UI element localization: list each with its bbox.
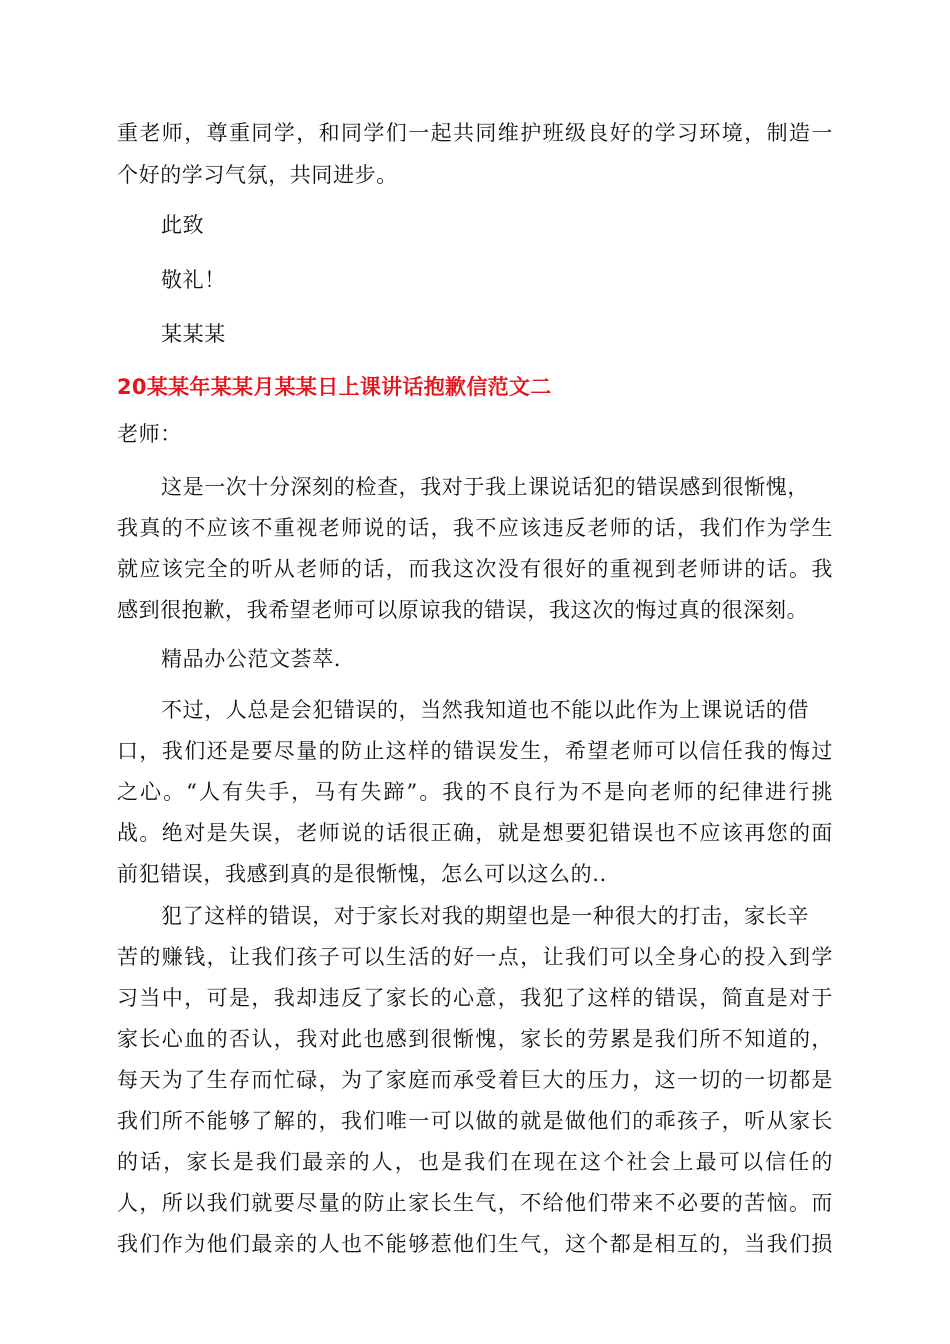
text-line: 习当中，可是，我却违反了家长的心意，我犯了这样的错误，简直是对于	[117, 986, 833, 1010]
text-line: 此致	[161, 213, 205, 237]
text-line: 重老师，尊重同学，和同学们一起共同维护班级良好的学习环境，制造一	[117, 121, 833, 145]
text-line: 我真的不应该不重视老师说的话，我不应该违反老师的话，我们作为学生	[117, 516, 833, 540]
text-line: 犯了这样的错误，对于家长对我的期望也是一种很大的打击，家长辛	[161, 904, 809, 928]
text-line: 某某某	[161, 322, 226, 346]
text-line: 战。绝对是失误，老师说的话很正确，就是想要犯错误也不应该再您的面	[117, 821, 833, 845]
text-line: 每天为了生存而忙碌，为了家庭而承受着巨大的压力，这一切的一切都是	[117, 1068, 833, 1092]
text-line: 就应该完全的听从老师的话，而我这次没有很好的重视到老师讲的话。我	[117, 557, 833, 581]
text-line: 这是一次十分深刻的检查，我对于我上课说话犯的错误感到很惭愧，	[161, 475, 809, 499]
text-line: 苦的赚钱，让我们孩子可以生活的好一点，让我们可以全身心的投入到学	[117, 945, 833, 969]
text-line: 之心。“人有失手，马有失蹄”。我的不良行为不是向老师的纪律进行挑	[117, 780, 833, 804]
text-line: 敬礼！	[161, 268, 226, 292]
text-line: 人，所以我们就要尽量的防止家长生气，不给他们带来不必要的苦恼。而	[117, 1191, 833, 1215]
text-line: 口，我们还是要尽量的防止这样的错误发生，希望老师可以信任我的悔过	[117, 739, 833, 763]
section-heading: 20某某年某某月某某日上课讲话抱歉信范文二	[117, 375, 552, 399]
text-line: 感到很抱歉，我希望老师可以原谅我的错误，我这次的悔过真的很深刻。	[117, 598, 809, 622]
text-line: 我们所不能够了解的，我们唯一可以做的就是做他们的乖孩子，听从家长	[117, 1109, 833, 1133]
text-line: 老师：	[117, 422, 182, 446]
text-line: 不过，人总是会犯错误的，当然我知道也不能以此作为上课说话的借	[161, 698, 809, 722]
text-line: 精品办公范文荟萃.	[161, 647, 342, 671]
text-line: 前犯错误，我感到真的是很惭愧，怎么可以这么的..	[117, 862, 607, 886]
text-line: 个好的学习气氛，共同进步。	[117, 163, 398, 187]
text-line: 我们作为他们最亲的人也不能够惹他们生气，这个都是相互的，当我们损	[117, 1232, 833, 1256]
text-line: 的话，家长是我们最亲的人，也是我们在现在这个社会上最可以信任的	[117, 1150, 833, 1174]
text-line: 家长心血的否认，我对此也感到很惭愧，家长的劳累是我们所不知道的，	[117, 1027, 833, 1051]
